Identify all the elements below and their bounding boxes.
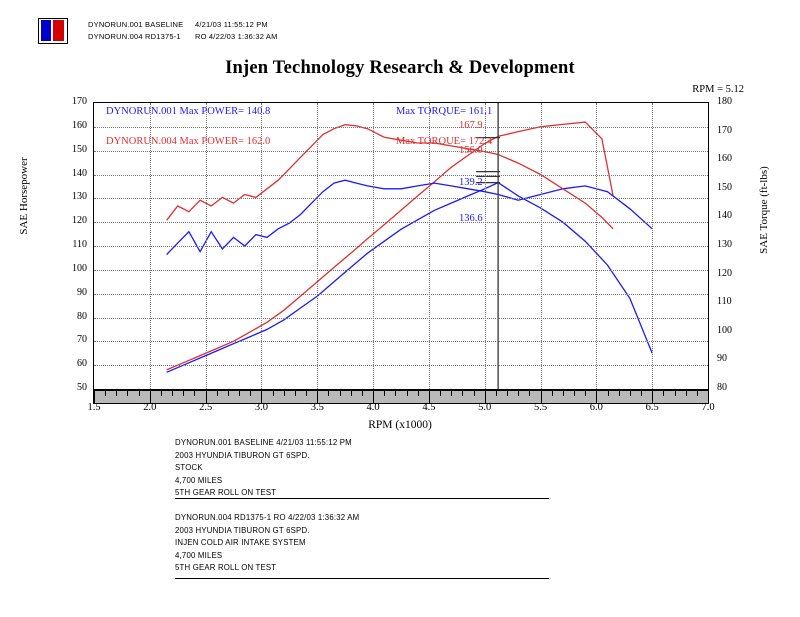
legend-run1-date: 4/21/03 11:55:12 PM (195, 20, 268, 29)
y-tick-label-left: 130 (72, 191, 87, 203)
x-tick-label: 6.5 (645, 402, 659, 413)
cursor-value-4: 136.6 (459, 213, 483, 224)
x-axis-tick (395, 391, 396, 396)
x-axis-tick (306, 391, 307, 396)
x-axis-tick (239, 391, 240, 396)
x-axis-tick (217, 391, 218, 396)
y-tick-label-right: 160 (717, 153, 732, 165)
y-axis-title-left: SAE Horsepower (18, 157, 30, 235)
x-axis-tick (418, 391, 419, 396)
x-axis-title: RPM (x1000) (368, 419, 432, 431)
y-tick-label-left: 140 (72, 167, 87, 179)
x-axis-tick (663, 391, 664, 396)
cursor-value-1: 167.9 (459, 120, 483, 131)
x-axis-tick (462, 391, 463, 396)
y-tick-label-right: 90 (717, 353, 727, 365)
y-tick-label-right: 120 (717, 267, 732, 279)
y-tick-label-left: 50 (77, 382, 87, 393)
detail-line: 2003 HYUNDIA TIBURON GT 6SPD. (175, 525, 310, 535)
x-axis-tick (384, 391, 385, 396)
x-axis-tick (630, 391, 631, 396)
x-axis-tick (608, 391, 609, 396)
detail-line: STOCK (175, 463, 203, 473)
x-axis-tick (686, 391, 687, 396)
x-axis-tick (183, 391, 184, 396)
x-axis-tick (518, 391, 519, 396)
x-axis-tick (563, 391, 564, 396)
gridline-horizontal (94, 222, 708, 223)
x-axis-tick (161, 391, 162, 396)
gridline-horizontal (94, 270, 708, 271)
x-axis-tick (139, 391, 140, 396)
gridline-horizontal (94, 127, 708, 128)
legend-run2-label: DYNORUN.004 RD1375-1 (88, 32, 181, 41)
gridline-horizontal (94, 341, 708, 342)
detail-line: 5TH GEAR ROLL ON TEST (175, 563, 277, 573)
x-tick-label: 1.5 (87, 402, 101, 413)
detail-line: DYNORUN.001 BASELINE 4/21/03 11:55:12 PM (175, 438, 352, 447)
gridline-horizontal (94, 294, 708, 295)
detail-line: INJEN COLD AIR INTAKE SYSTEM (175, 538, 306, 548)
y-tick-label-left: 60 (77, 358, 87, 370)
x-axis-tick (328, 391, 329, 396)
x-axis-tick (496, 391, 497, 396)
header-legend (38, 18, 638, 52)
detail-line: 5TH GEAR ROLL ON TEST (175, 488, 277, 498)
y-tick-label-right: 170 (717, 124, 732, 136)
gridline-horizontal (94, 151, 708, 152)
x-tick-label: 2.0 (143, 402, 157, 413)
cursor-value-2: 156.0 (459, 145, 483, 156)
x-axis-tick (697, 391, 698, 396)
cursor-value-3: 139.2 (459, 177, 483, 188)
detail-line: 4,700 MILES (175, 550, 223, 560)
y-axis-title-right: SAE Torque (ft-lbs) (758, 166, 770, 254)
gridline-horizontal (94, 175, 708, 176)
x-axis-tick (585, 391, 586, 396)
x-axis-tick (407, 391, 408, 396)
x-axis-tick (574, 391, 575, 396)
y-tick-label-right: 180 (717, 96, 732, 107)
legend-run2-date: RO 4/22/03 1:36:32 AM (195, 32, 278, 41)
x-axis-tick (340, 391, 341, 396)
series-line-2 (167, 180, 653, 254)
x-axis-tick (295, 391, 296, 396)
annotation-run2-power: DYNORUN.004 Max POWER= 162.0 (106, 136, 271, 147)
y-tick-label-right: 150 (717, 181, 732, 193)
divider-1 (175, 498, 549, 499)
gridline-horizontal (94, 365, 708, 366)
legend-color-swatch (38, 18, 68, 44)
x-axis-tick (250, 391, 251, 396)
x-axis-tick (675, 391, 676, 396)
x-tick-label: 7.0 (701, 402, 715, 413)
x-axis-tick (451, 391, 452, 396)
y-tick-label-right: 130 (717, 239, 732, 250)
x-axis-tick (105, 391, 106, 396)
x-axis-tick (474, 391, 475, 396)
y-tick-label-left: 160 (72, 119, 87, 131)
y-tick-label-right: 80 (717, 382, 727, 393)
x-tick-label: 6.0 (589, 402, 603, 413)
y-tick-label-left: 70 (77, 334, 87, 346)
gridline-horizontal (94, 246, 708, 247)
detail-line: 4,700 MILES (175, 475, 223, 485)
legend-run1-label: DYNORUN.001 BASELINE (88, 20, 184, 29)
detail-line: 2003 HYUNDIA TIBURON GT 6SPD. (175, 450, 310, 460)
annotation-run2-torque: Max TORQUE= 172.4 (396, 136, 493, 147)
y-tick-label-right: 100 (717, 324, 732, 336)
x-axis-tick (194, 391, 195, 396)
annotation-run1-power: DYNORUN.001 Max POWER= 140.8 (106, 106, 271, 117)
y-tick-label-right: 140 (717, 210, 732, 222)
series-line-0 (167, 183, 653, 373)
x-tick-label: 4.5 (422, 402, 436, 413)
y-tick-label-left: 110 (72, 239, 87, 250)
x-axis-tick (127, 391, 128, 396)
x-tick-label: 5.0 (478, 402, 492, 413)
y-tick-label-left: 90 (77, 286, 87, 298)
y-tick-label-left: 150 (72, 143, 87, 155)
x-axis-tick (273, 391, 274, 396)
x-axis-tick (619, 391, 620, 396)
x-axis-tick (362, 391, 363, 396)
x-axis-tick (440, 391, 441, 396)
x-axis-tick (228, 391, 229, 396)
x-axis-tick (351, 391, 352, 396)
x-tick-label: 5.5 (533, 402, 548, 413)
x-axis-tick (529, 391, 530, 396)
x-axis-tick (641, 391, 642, 396)
x-axis-tick (507, 391, 508, 396)
y-tick-label-left: 120 (72, 215, 87, 227)
gridline-horizontal (94, 198, 708, 199)
x-axis-tick (116, 391, 117, 396)
x-axis-tick (172, 391, 173, 396)
rpm-cursor-readout: RPM = 5.12 (692, 84, 744, 95)
gridline-horizontal (94, 318, 708, 319)
annotation-run1-torque: Max TORQUE= 161.1 (396, 106, 493, 117)
x-axis-tick (284, 391, 285, 396)
x-axis-tick (552, 391, 553, 396)
x-tick-label: 2.5 (199, 402, 213, 413)
x-tick-label: 3.0 (254, 402, 269, 413)
x-tick-label: 4.0 (366, 402, 380, 413)
y-tick-label-left: 80 (77, 310, 87, 322)
y-tick-label-left: 170 (72, 96, 87, 107)
x-tick-label: 3.5 (310, 402, 324, 413)
y-tick-label-right: 110 (717, 296, 732, 308)
divider-2 (175, 578, 549, 579)
page-title: Injen Technology Research & Development (225, 58, 575, 78)
y-tick-label-left: 100 (72, 262, 87, 274)
detail-line: DYNORUN.004 RD1375-1 RO 4/22/03 1:36:32 AM (175, 513, 360, 522)
